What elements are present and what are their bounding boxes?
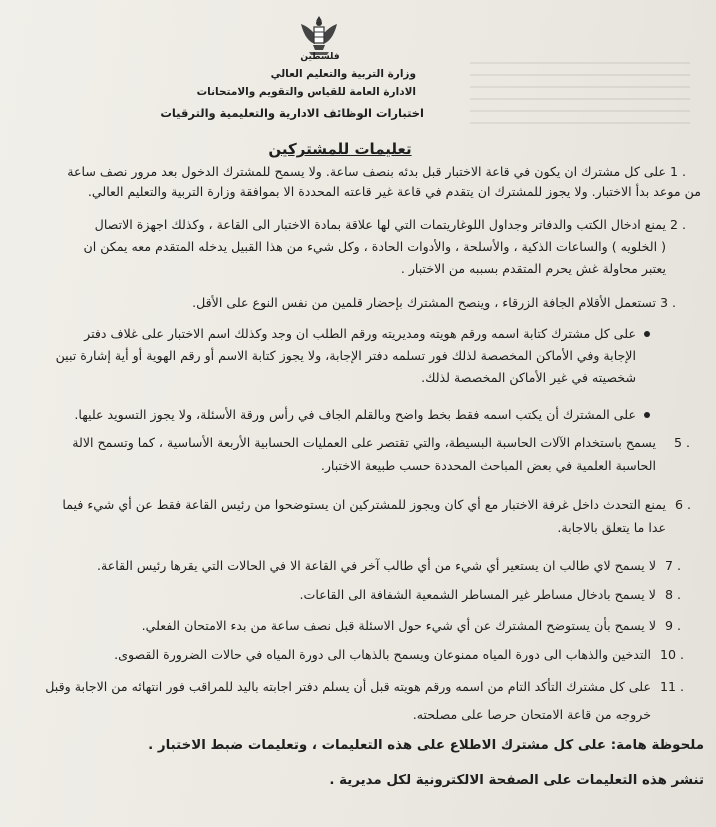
item-number: 1 .	[670, 164, 687, 179]
item-number: 9 .	[665, 618, 682, 633]
instruction-line: يسمح باستخدام الآلات الحاسبة البسيطة، والتي تقتصر على العمليات الحسابية الأربعة الأساسية ، كما وتسمح الالة	[72, 435, 656, 450]
instruction-line: على المشترك أن يكتب اسمه فقط بخط واضح وبالقلم الجاف في رأس ورقة الأسئلة، ولا يجوز التسويد عليها.	[74, 407, 636, 422]
instruction-line: على كل مشترك التأكد التام من اسمه ورقم هويته قبل أن يسلم دفتر اجابته باليد للمراقب فور انتهائه من الاجابة وقبل	[45, 679, 651, 694]
instruction-line: على كل مشترك ان يكون في قاعة الاختبار قبل بدئه بنصف ساعة. ولا يسمح للمشترك الدخول بعد مرور نصف ساعة	[67, 164, 666, 179]
item-number: 11 .	[660, 679, 685, 694]
item-number: 7 .	[665, 558, 682, 573]
instruction-line: على كل مشترك كتابة اسمه ورقم هويته ومديريته ورقم الطلب ان وجد وكذلك اسم الاختبار على غلاف دفتر	[84, 326, 636, 341]
country-name: فلسطين	[300, 52, 340, 62]
instruction-line: من موعد بدأ الاختبار. ولا يجوز للمشترك ان يتقدم في قاعة غير قاعته المحددة الا بموافقة وزارة التربية والتعليم العالي.	[87, 184, 701, 199]
important-note: ملحوظة هامة: على كل مشترك الاطلاع على هذه التعليمات ، وتعليمات ضبط الاختبار .	[148, 738, 704, 753]
instruction-line: ( الخلويه ) والساعات الذكية ، والأسلحة ، والأدوات الحادة ، وكل شيء من هذا القبيل يدخله المتقدم معه يمكن ان	[83, 239, 666, 254]
instruction-line: لا يسمح لاي طالب ان يستعير أي شيء من أي طالب آخر في القاعة الا في الحالات التي يقرها رئيس القاعة.	[97, 558, 656, 573]
instruction-line: التدخين والذهاب الى دورة المياه ممنوعان ويسمح بالذهاب الى دورة المياه في حالات الضرورة القصوى.	[114, 647, 651, 662]
item-number: 3 .	[660, 295, 677, 310]
instruction-line: يعتبر محاولة غش يحرم المتقدم بسببه من الاختبار .	[400, 261, 666, 276]
exams-title: اختبارات الوظائف الادارية والتعليمية والترقيات	[160, 106, 424, 120]
item-number: 8 .	[665, 587, 682, 602]
bleed-through-text	[470, 62, 690, 132]
directorate-name: الادارة العامة للقياس والتقويم والامتحانات	[196, 86, 416, 98]
publish-note: تنشر هذه التعليمات على الصفحة الالكترونية لكل مديرية .	[329, 773, 704, 788]
item-number: 6 .	[675, 497, 692, 512]
bullet-icon	[644, 331, 650, 337]
instruction-line: لا يسمح بادخال مساطر غير المساطر الشمعية الشفافة الى القاعات.	[299, 587, 656, 602]
bullet-icon	[644, 412, 650, 418]
instruction-line: الإجابة وفي الأماكن المخصصة لذلك فور تسلمه دفتر الإجابة، ولا يجوز كتابة الاسم أو رقم الهوية أو أية إشارة تبين	[55, 348, 636, 363]
instruction-line: يمنع التحدث داخل غرفة الاختبار مع أي كان ويجوز للمشتركين ان يستوضحوا من رئيس القاعة فقط عن أي شيء فيما	[62, 497, 666, 512]
item-number: 2 .	[670, 217, 687, 232]
instruction-line: تستعمل الأقلام الجافة الزرقاء ، وينصح المشترك بإحضار قلمين من نفس النوع على الأقل.	[192, 295, 656, 310]
item-number: 5 .	[674, 435, 691, 450]
instruction-line: لا يسمح بأن يستوضح المشترك عن أي شيء حول الاسئلة قبل نصف ساعة من بدء الامتحان الفعلي.	[141, 618, 656, 633]
page-title: تعليمات للمشتركين	[268, 140, 412, 158]
instruction-line: الحاسبة العلمية في بعض المباحث المحددة حسب طبيعة الاختبار.	[320, 458, 656, 473]
instruction-line: شخصيته في غير الأماكن المخصصة لذلك.	[421, 370, 636, 385]
item-number: 10 .	[660, 647, 685, 662]
instruction-line: عدا ما يتعلق بالاجابة.	[557, 520, 666, 535]
ministry-name: وزارة التربية والتعليم العالي	[270, 68, 416, 80]
instruction-line: يمنع ادخال الكتب والدفاتر وجداول اللوغاريتمات التي لها علاقة بمادة الاختبار الى القاعة ، وكذلك اجهزة الاتصال	[94, 217, 666, 232]
instruction-line: خروجه من قاعة الامتحان حرصا على مصلحته.	[412, 707, 651, 722]
